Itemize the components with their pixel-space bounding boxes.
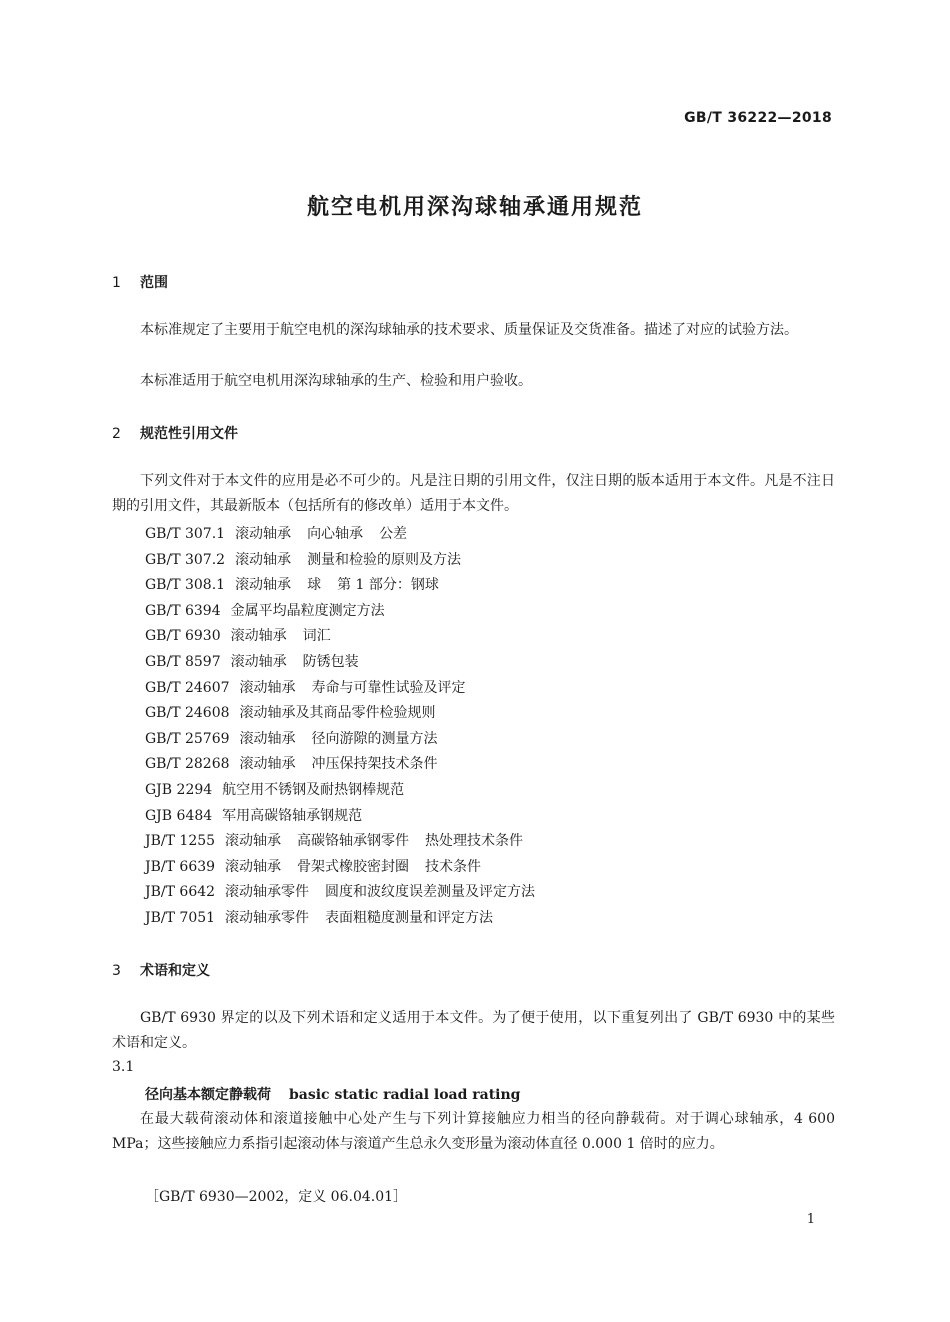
- reference-code: GB/T 307.1: [145, 526, 226, 542]
- reference-title-part: 向心轴承: [307, 526, 364, 542]
- reference-item: [145, 599, 551, 625]
- reference-code: GJB 6484: [145, 807, 213, 824]
- reference-item: [145, 522, 551, 548]
- reference-title-part: 滚动轴承: [225, 833, 282, 850]
- reference-code: GB/T 24608: [145, 705, 230, 722]
- reference-title-part: 防锈包装: [302, 653, 359, 670]
- reference-title-part: 径向游隙的测量方法: [311, 730, 438, 747]
- reference-title-part: 技术条件: [425, 858, 482, 875]
- reference-code: GB/T 24607: [145, 679, 230, 696]
- section-2-intro: 下列文件对于本文件的应用是必不可少的。凡是注日期的引用文件，仅注日期的版本适用于本文件。凡是不注日期的引用文件，其最新版本（包括所有的修改单）适用于本文件。: [112, 473, 835, 514]
- reference-title-part: 滚动轴承: [239, 730, 296, 747]
- reference-item: [145, 829, 551, 855]
- reference-code: GB/T 308.1: [145, 577, 226, 594]
- term-heading: [145, 1084, 520, 1104]
- reference-title-part: 寿命与可靠性试验及评定: [311, 679, 466, 696]
- reference-title-part: 词汇: [302, 628, 331, 645]
- reference-code: GB/T 28268: [145, 756, 230, 773]
- reference-title-part: 滚动轴承: [230, 653, 287, 670]
- reference-item: [145, 701, 551, 727]
- reference-item: [145, 650, 551, 676]
- reference-code: GB/T 25769: [145, 730, 230, 747]
- reference-title-part: 军用高碳铬轴承钢规范: [222, 807, 363, 824]
- reference-item: [145, 880, 551, 906]
- reference-code: GB/T 8597: [145, 653, 221, 670]
- reference-code: GJB 2294: [145, 781, 213, 798]
- reference-code: JB/T 6639: [145, 858, 216, 875]
- page-number: 1: [806, 1212, 815, 1227]
- section-number: 2: [112, 426, 121, 442]
- section-1-paragraph-1: 本标准规定了主要用于航空电机的深沟球轴承的技术要求、质量保证及交货准备。描述了对应的试验方法。: [140, 322, 798, 338]
- reference-title-part: 滚动轴承: [239, 756, 296, 773]
- reference-title-part: 滚动轴承零件: [225, 909, 310, 926]
- term-source: ［GB/T 6930—2002，定义 06.04.01］: [145, 1189, 408, 1205]
- term-english: basic static radial load rating: [289, 1087, 521, 1103]
- reference-code: GB/T 6930: [145, 628, 221, 645]
- section-3-heading: [112, 960, 210, 980]
- standard-number: GB/T 36222—2018: [684, 110, 832, 126]
- reference-title-part: 滚动轴承及其商品零件检验规则: [239, 705, 436, 722]
- normative-references-list: [145, 522, 551, 932]
- reference-title-part: 滚动轴承: [235, 577, 292, 594]
- reference-title-part: 圆度和波纹度误差测量及评定方法: [325, 884, 536, 901]
- reference-code: GB/T 307.2: [145, 551, 226, 568]
- reference-title-part: 滚动轴承: [225, 858, 282, 875]
- reference-item: [145, 573, 551, 599]
- reference-title-part: 第 1 部分：钢球: [337, 577, 439, 594]
- section-number: 3: [112, 963, 121, 979]
- reference-title-part: 冲压保持架技术条件: [311, 756, 438, 773]
- term-chinese: 径向基本额定静载荷: [145, 1087, 271, 1103]
- section-3-intro: GB/T 6930 界定的以及下列术语和定义适用于本文件。为了便于使用，以下重复列出了 GB/T 6930 中的某些术语和定义。: [112, 1010, 835, 1051]
- reference-title-part: 表面粗糙度测量和评定方法: [325, 909, 494, 926]
- reference-item: [145, 727, 551, 753]
- reference-item: [145, 548, 551, 574]
- section-2-heading: [112, 423, 238, 443]
- reference-item: [145, 855, 551, 881]
- reference-title-part: 热处理技术条件: [425, 833, 524, 850]
- reference-title-part: 滚动轴承零件: [225, 884, 310, 901]
- reference-title-part: 骨架式橡胶密封圈: [297, 858, 410, 875]
- section-title: 规范性引用文件: [140, 426, 238, 442]
- reference-item: [145, 778, 551, 804]
- reference-code: GB/T 6394: [145, 602, 221, 619]
- reference-item: [145, 906, 551, 932]
- reference-title-part: 滚动轴承: [230, 628, 287, 645]
- reference-code: JB/T 7051: [145, 909, 216, 926]
- reference-code: JB/T 1255: [145, 833, 216, 850]
- reference-item: [145, 752, 551, 778]
- reference-title-part: 滚动轴承: [235, 526, 292, 542]
- reference-title-part: 球: [307, 577, 322, 594]
- section-1-heading: [112, 272, 168, 292]
- section-title: 术语和定义: [140, 963, 210, 979]
- reference-item: [145, 804, 551, 830]
- reference-title-part: 测量和检验的原则及方法: [307, 551, 462, 568]
- section-1-paragraph-2: 本标准适用于航空电机用深沟球轴承的生产、检验和用户验收。: [140, 373, 532, 389]
- subclause-number: 3.1: [112, 1059, 135, 1075]
- reference-title-part: 公差: [379, 526, 408, 542]
- reference-item: [145, 676, 551, 702]
- section-title: 范围: [140, 275, 168, 291]
- reference-title-part: 滚动轴承: [235, 551, 292, 568]
- reference-title-part: 滚动轴承: [239, 679, 296, 696]
- document-title: 航空电机用深沟球轴承通用规范: [306, 195, 643, 220]
- section-number: 1: [112, 275, 121, 291]
- reference-title-part: 高碳铬轴承钢零件: [297, 833, 410, 850]
- reference-item: [145, 624, 551, 650]
- reference-code: JB/T 6642: [145, 884, 216, 901]
- reference-title-part: 航空用不锈钢及耐热钢棒规范: [222, 781, 405, 798]
- term-definition: 在最大载荷滚动体和滚道接触中心处产生与下列计算接触应力相当的径向静载荷。对于调心球轴承，4 600 MPa；这些接触应力系指引起滚动体与滚道产生总永久变形量为滚动体直径 0.000 1 倍时的应力。: [112, 1111, 835, 1152]
- reference-title-part: 金属平均晶粒度测定方法: [230, 602, 385, 619]
